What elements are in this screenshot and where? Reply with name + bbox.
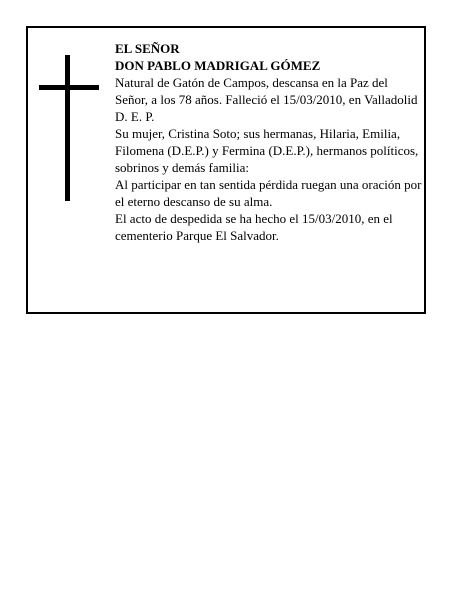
notice-heading-title: EL SEÑOR	[115, 41, 180, 56]
notice-farewell-paragraph: El acto de despedida se ha hecho el 15/03/2010, en el cementerio Parque El Salvador.	[115, 211, 393, 243]
notice-birthplace-paragraph: Natural de Gatón de Campos, descansa en la Paz del Señor, a los 78 años. Falleció el 15/03/2010, en Valladolid	[115, 75, 418, 107]
cross-horizontal-bar	[39, 85, 99, 90]
obituary-text	[115, 40, 423, 244]
notice-prayer-paragraph: Al participar en tan sentida pérdida ruegan una oración por el eterno descanso de su alma.	[115, 177, 422, 209]
cross-icon	[39, 55, 99, 201]
notice-dep-line: D. E. P.	[115, 109, 155, 124]
notice-family-paragraph: Su mujer, Cristina Soto; sus hermanas, Hilaria, Emilia, Filomena (D.E.P.) y Fermina (D.E.P.), hermanos políticos, sobrinos y demás familia:	[115, 126, 419, 175]
cross-vertical-bar	[65, 55, 70, 201]
notice-deceased-name: DON PABLO MADRIGAL GÓMEZ	[115, 58, 321, 73]
obituary-card	[26, 26, 426, 314]
